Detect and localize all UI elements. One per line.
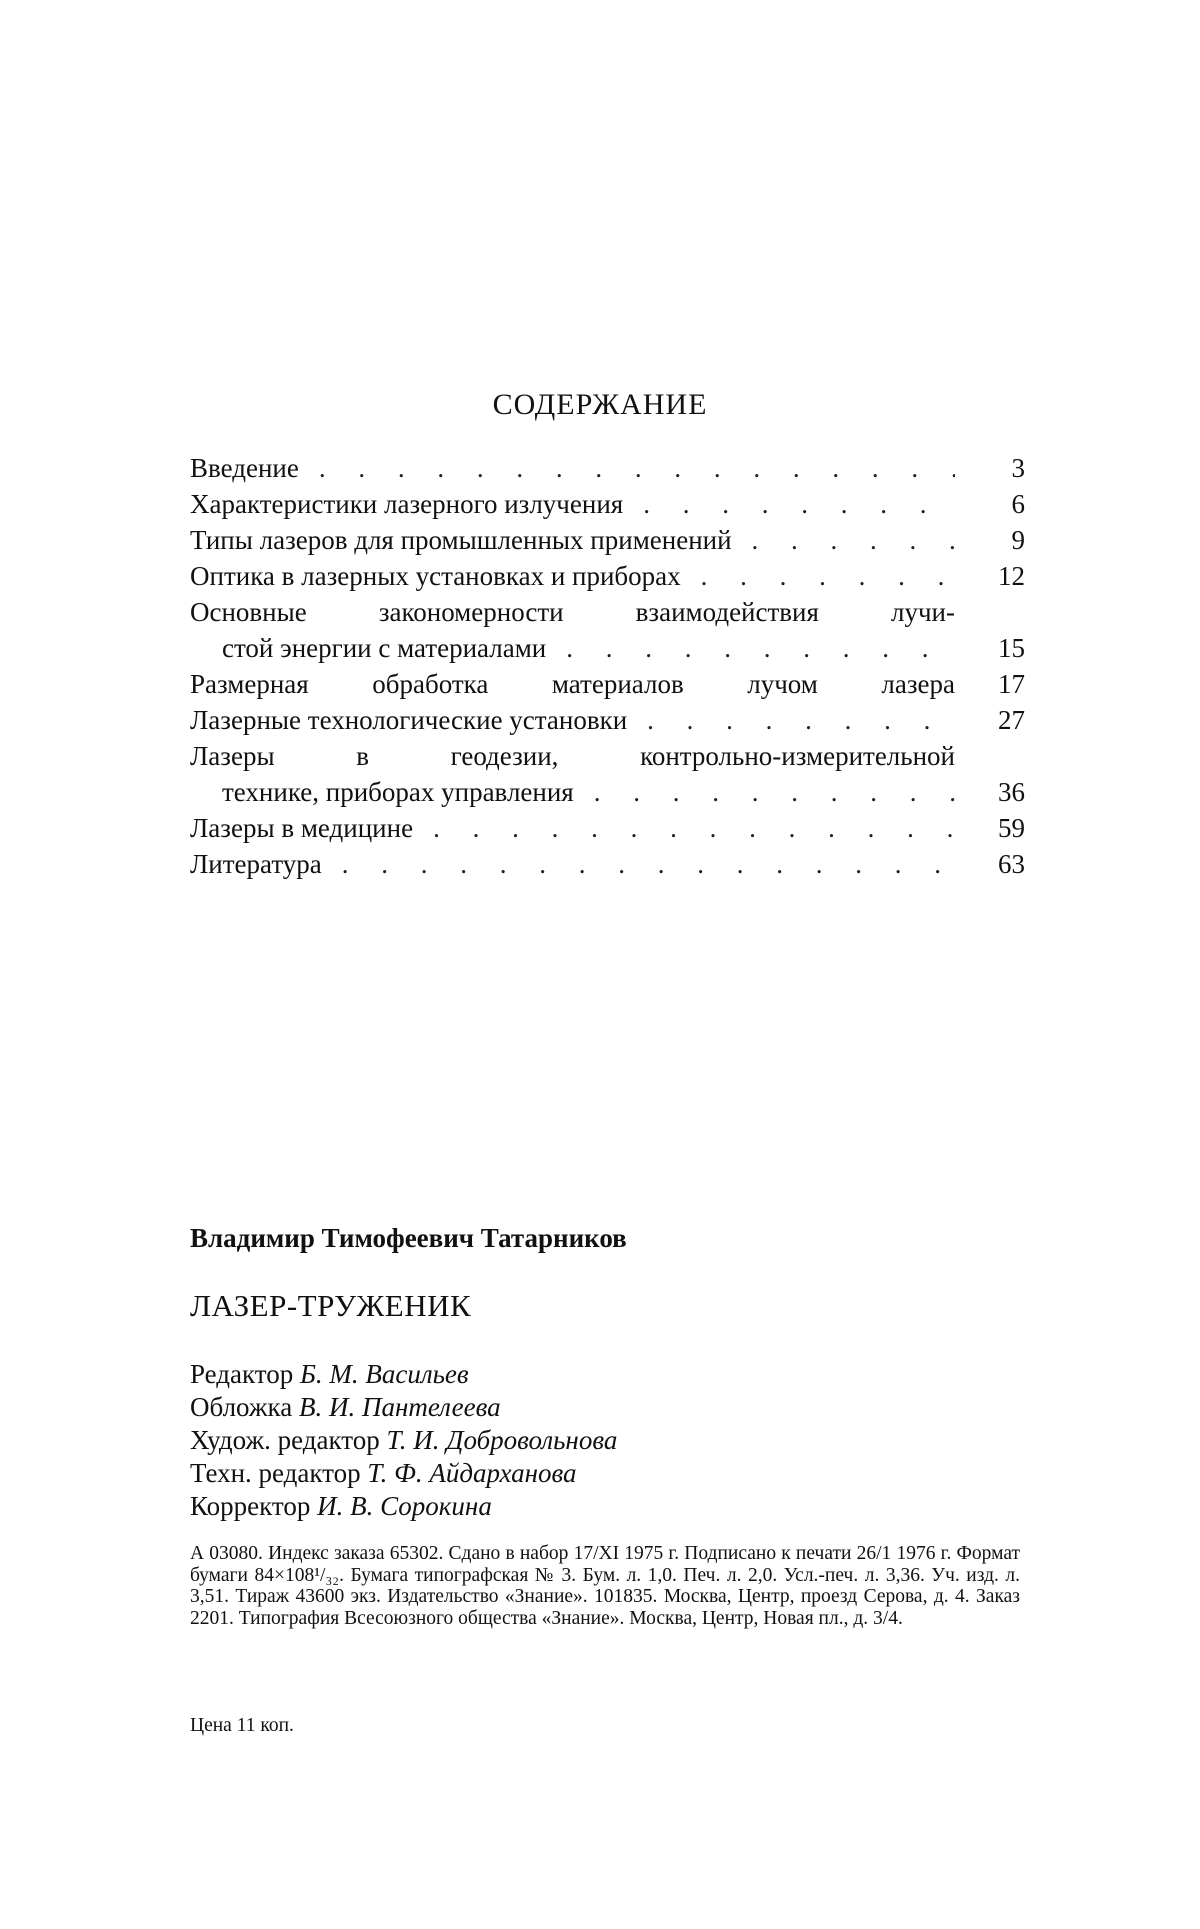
toc-leader xyxy=(681,558,955,594)
credit-role: Худож. редактор xyxy=(190,1425,380,1455)
credit-line xyxy=(190,1457,617,1490)
toc-entry-title: Лазеры в геодезии, контрольно-измерительной xyxy=(190,741,955,771)
credit-line xyxy=(190,1391,617,1424)
toc-entry-title: Лазерные технологические установки xyxy=(190,705,628,735)
toc-entry-title: Введение xyxy=(190,453,299,483)
credit-person: В. И. Пантелеева xyxy=(298,1392,501,1422)
toc-entry xyxy=(190,846,1025,882)
table-of-contents xyxy=(190,450,1025,882)
toc-entry-title: Оптика в лазерных установках и приборах xyxy=(190,561,681,591)
toc-entry-continuation xyxy=(190,774,1025,810)
credit-person: Б. М. Васильев xyxy=(299,1359,469,1389)
book-title: ЛАЗЕР-ТРУЖЕНИК xyxy=(190,1288,472,1323)
toc-entry xyxy=(190,486,1025,522)
toc-entry-title: Литература xyxy=(190,849,322,879)
toc-leader xyxy=(574,774,955,810)
credit-role: Обложка xyxy=(190,1392,293,1422)
price-text: Цена 11 коп. xyxy=(190,1715,294,1736)
toc-leader xyxy=(627,702,955,738)
toc-entry xyxy=(190,594,1025,630)
credit-role: Техн. редактор xyxy=(190,1458,361,1488)
toc-entry xyxy=(190,738,1025,774)
toc-entry-page: 12 xyxy=(998,561,1025,591)
toc-entry xyxy=(190,702,1025,738)
toc-entry xyxy=(190,450,1025,486)
toc-entry-page: 17 xyxy=(998,669,1025,699)
credit-line xyxy=(190,1490,617,1523)
toc-leader xyxy=(546,630,955,666)
credit-person: Т. И. Добровольнова xyxy=(386,1425,618,1455)
toc-entry-page: 63 xyxy=(998,849,1025,879)
credit-role: Редактор xyxy=(190,1359,294,1389)
toc-heading: СОДЕРЖАНИЕ xyxy=(492,388,708,421)
toc-leader xyxy=(623,486,955,522)
toc-entry xyxy=(190,522,1025,558)
credit-person: Т. Ф. Айдарханова xyxy=(367,1458,577,1488)
toc-leader xyxy=(413,810,955,846)
toc-entry-title: Типы лазеров для промышленных применений xyxy=(190,525,732,555)
toc-entry-page: 59 xyxy=(998,813,1025,843)
toc-entry-page: 6 xyxy=(1011,489,1025,519)
toc-entry-title: Основные закономерности взаимодействия лучи- xyxy=(190,597,955,627)
toc-entry-page: 36 xyxy=(998,777,1025,807)
toc-entry-title: Лазеры в медицине xyxy=(190,813,414,843)
toc-leader xyxy=(732,522,955,558)
toc-entry-page: 3 xyxy=(1011,453,1025,483)
toc-entry xyxy=(190,810,1025,846)
toc-entry-title: Характеристики лазерного излучения xyxy=(190,489,624,519)
credit-line xyxy=(190,1424,617,1457)
author-name: Владимир Тимофеевич Татарников xyxy=(190,1223,627,1253)
credit-role: Корректор xyxy=(190,1491,311,1521)
toc-entry-page: 9 xyxy=(1011,525,1025,555)
toc-entry xyxy=(190,558,1025,594)
toc-entry-title: Размерная обработка материалов лучом лазера xyxy=(190,669,955,699)
toc-entry-title-cont: стой энергии с материалами xyxy=(222,633,547,663)
imprint-text: А 03080. Индекс заказа 65302. Сдано в набор 17/XI 1975 г. Подписано к печати 26/1 1976 г. Формат бумаги 84×108¹/₃₂. Бумага типографская № 3. Бум. л. 1,0. Печ. л. 2,0. Усл.-печ. л. 3,36. Уч. изд. л. 3,51. Тираж 43600 экз. Издательство «Знание». 101835. Москва, Центр, проезд Серова, д. 4. Заказ 2201. Типография Всесоюзного общества «Знание». Москва, Центр, Новая пл., д. 3/4. xyxy=(190,1543,1020,1629)
toc-leader xyxy=(299,450,955,486)
toc-leader xyxy=(322,846,955,882)
credit-person: И. В. Сорокина xyxy=(317,1491,492,1521)
toc-entry-title-cont: технике, приборах управления xyxy=(222,777,574,807)
toc-entry-continuation xyxy=(190,630,1025,666)
toc-entry-page: 27 xyxy=(998,705,1025,735)
toc-entry-page: 15 xyxy=(998,633,1025,663)
credit-line xyxy=(190,1358,617,1391)
credits-list xyxy=(190,1358,617,1523)
toc-entry xyxy=(190,666,1025,702)
